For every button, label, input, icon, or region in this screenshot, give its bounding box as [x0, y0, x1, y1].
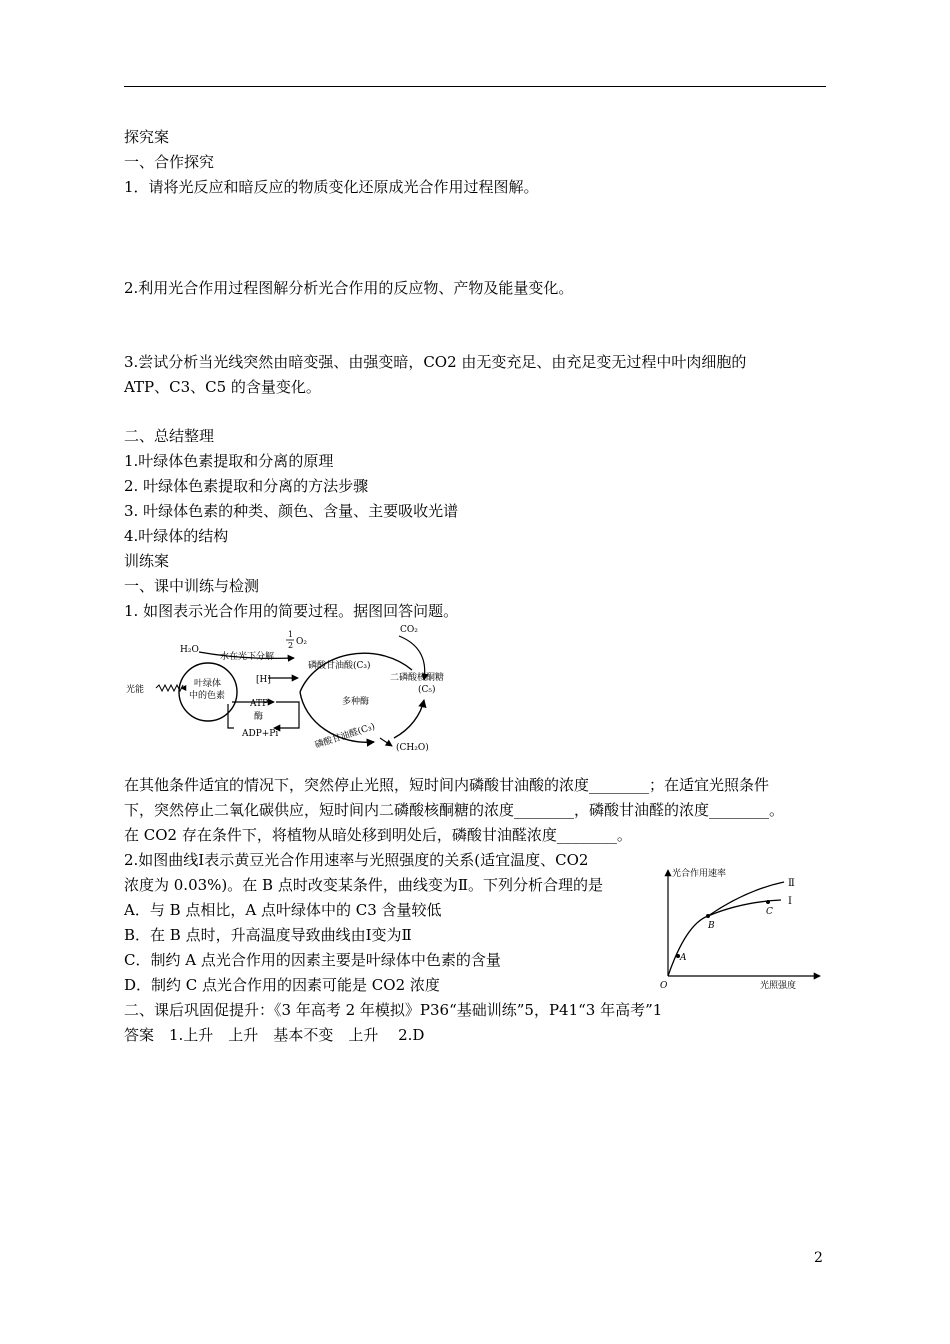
heading-explore: 探究案 [124, 128, 170, 146]
training-question-1-line-3: 在 CO2 存在条件下，将植物从暗处移到明处后，磷酸甘油醛浓度________。 [124, 826, 632, 844]
graph-label-b: B [708, 921, 715, 931]
training-question-2-line-1: 2.如图曲线Ⅰ表示黄豆光合作用速率与光照强度的关系(适宜温度、CO2 [124, 851, 589, 869]
label-ch2o: (CH₂O) [396, 743, 429, 753]
section-after-class: 二、课后巩固促提升：《3 年高考 2 年模拟》P36“基础训练”5，P41“3 年高考”1 [124, 1001, 663, 1019]
question-3-line-2: ATP、C3、C5 的含量变化。 [124, 378, 321, 396]
option-a: A．与 B 点相比，A 点叶绿体中的 C3 含量较低 [124, 901, 442, 919]
option-c: C．制约 A 点光合作用的因素主要是叶绿体中色素的含量 [124, 951, 501, 969]
question-3-line-1: 3.尝试分析当光线突然由暗变强、由强变暗，CO2 由无变充足、由充足变无过程中叶肉细胞的 [124, 353, 747, 371]
label-light: 光能 [126, 685, 145, 695]
training-question-1-line-2: 下，突然停止二氧化碳供应，短时间内二磷酸核酮糖的浓度________，磷酸甘油醛的浓度________。 [124, 801, 785, 819]
label-o2-numerator: 1 [288, 630, 294, 639]
answer-line: 答案 1.上升 上升 基本不变 上升 2.D [124, 1026, 425, 1044]
training-question-1-intro: 1. 如图表示光合作用的简要过程。据图回答问题。 [124, 602, 459, 620]
light-curve-graph [656, 864, 826, 994]
graph-label-c: C [766, 907, 773, 917]
graph-origin: O [660, 981, 668, 991]
label-co2: CO₂ [400, 625, 418, 635]
option-b: B．在 B 点时，升高温度导致曲线由Ⅰ变为Ⅱ [124, 926, 412, 944]
label-adp: ADP+Pi [242, 729, 279, 739]
question-2: 2.利用光合作用过程图解分析光合作用的反应物、产物及能量变化。 [124, 279, 574, 297]
training-question-2-line-2: 浓度为 0.03%)。在 B 点时改变某条件，曲线变为Ⅱ。下列分析合理的是 [124, 876, 604, 894]
header-rule [124, 86, 826, 87]
label-g3p: 磷酸甘油醛(C₃) [313, 722, 377, 751]
graph-x-label: 光照强度 [760, 981, 797, 991]
label-enzymes: 多种酶 [342, 697, 370, 707]
label-h2o: H₂O [180, 645, 199, 655]
summary-item-2: 2. 叶绿体色素提取和分离的方法步骤 [124, 477, 369, 495]
curve-1 [668, 900, 781, 976]
section-summary: 二、总结整理 [124, 427, 215, 445]
label-rubp-1: 二磷酸核酮糖 [390, 673, 444, 683]
option-d: D．制约 C 点光合作用的因素可能是 CO2 浓度 [124, 976, 440, 994]
label-pga: 磷酸甘油酸(C₃) [308, 661, 371, 671]
graph-label-a: A [680, 953, 687, 963]
label-water-split: 水在光下分解 [220, 652, 275, 662]
label-atp: ATP [250, 699, 269, 709]
point-b [706, 914, 710, 918]
section-classroom-training: 一、课中训练与检测 [124, 577, 260, 595]
training-question-1-line-1: 在其他条件适宜的情况下，突然停止光照，短时间内磷酸甘油酸的浓度________；在适宜光照条件 [124, 776, 770, 794]
graph-y-label: 光合作用速率 [672, 869, 727, 879]
heading-training: 训练案 [124, 552, 170, 570]
label-o2: O₂ [296, 637, 307, 647]
label-h: [H] [256, 675, 271, 685]
question-1: 1．请将光反应和暗反应的物质变化还原成光合作用过程图解。 [124, 178, 539, 196]
point-c [766, 900, 770, 904]
label-pigment-1: 叶绿体 [194, 679, 222, 689]
summary-item-1: 1.叶绿体色素提取和分离的原理 [124, 452, 334, 470]
summary-item-4: 4.叶绿体的结构 [124, 527, 229, 545]
label-pigment-2: 中的色素 [189, 691, 226, 701]
label-enzyme: 酶 [254, 712, 264, 722]
label-o2-denominator: 2 [288, 641, 294, 650]
summary-item-3: 3. 叶绿体色素的种类、颜色、含量、主要吸收光谱 [124, 502, 459, 520]
section-cooperation: 一、合作探究 [124, 153, 215, 171]
graph-label-curve-1: Ⅰ [788, 896, 792, 907]
graph-label-curve-2: Ⅱ [788, 878, 795, 889]
photosynthesis-diagram [124, 620, 444, 760]
page-number: 2 [814, 1250, 823, 1266]
label-rubp-2: (C₅) [418, 685, 436, 695]
